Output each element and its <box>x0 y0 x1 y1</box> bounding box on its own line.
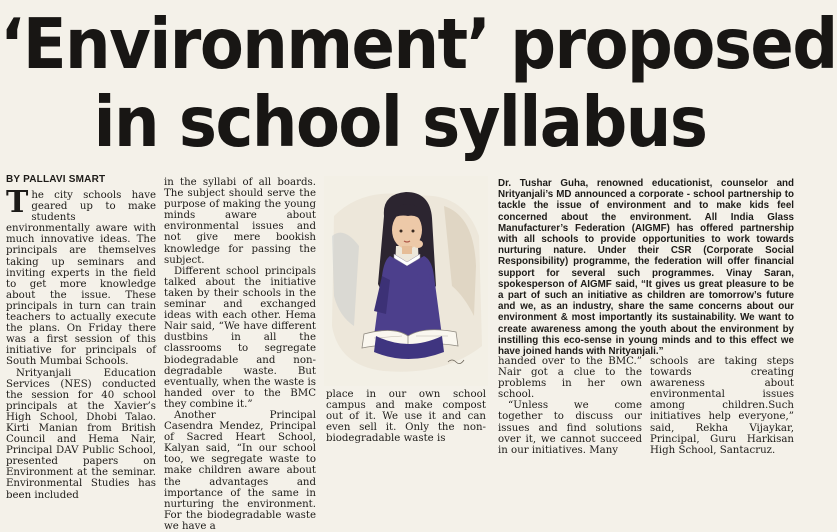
article-column-5 <box>650 356 794 456</box>
byline: BY PALLAVI SMART <box>6 174 106 185</box>
col2-paragraph-2: Different school principals talked about the initiative taken by their schools in the seminar and exchanged ideas with each other. Hema Nair said, “We have different dustbins in all the classrooms to segregate biodegradable and non-degradable waste. But eventually, when the waste is handed over to the BMC they combine it.” <box>164 265 316 410</box>
col2-paragraph-1: in the syllabi of all boards. The subject should serve the purpose of making the young minds aware about environmental issues and not give mere bookish knowledge for passing the subject. <box>164 177 316 266</box>
bold-paragraph: Dr. Tushar Guha, renowned educationist, counselor and Nrityanjali’s MD announced a corporate - school partnership to tackle the issue of environment and to make kids feel concerned about the environment. All India Glass Manufacturer’s Federation (AIGMF) has offered partnership with all schools to provide opportunities to work towards nurturing nature. Under their CSR (Corporate Social Responsibility) programme, the federation will offer financial support for several such programmes. Vinay Saran, spokesperson of AIGMF said, “It gives us great pleasure to be a part of such an initiative as children are tomorrow’s future and we, as an industry, share the same concerns about our environment & most importantly its sustainability. We want to create awareness among the youth about the environment by instilling this eco-sense in young minds and to this effect we have joined hands with Nrityanjali.” <box>498 178 794 358</box>
col1-paragraph-1: he city schools have geared up to make students environmentally aware with much innovative ideas. The principals are themselves taking up seminars and inviting experts in the field to get more knowledge about the issue. These principals in turn can train teachers to actually execute the plans. On Friday there was a first session of this initiative for principals of South Mumbai Schools. <box>6 190 156 368</box>
col4-paragraph-2: “Unless we come together to discuss our issues and find solutions over it, we cannot succeed in our initiatives. Many <box>498 400 642 456</box>
girl-reading-drawing <box>324 176 488 386</box>
corporate-partnership-block <box>498 178 794 358</box>
col1-paragraph-2: Nrityanjali Education Services (NES) conducted the session for 40 school principals at the Xavier’s High School, Dhobi Talao. Kirti Manian from British Council and Hema Nair, Principal DAV Public School, presented papers on Environment at the seminar. Environmental Studies has been included <box>6 367 156 501</box>
col2-paragraph-3: Another Principal Casendra Mendez, Principal of Sacred Heart School, Kalyan said, “In our school too, we segregate waste to make children aware about the advantages and importance of the same in nurturing the environment. For the biodegradable waste we have a <box>164 409 316 532</box>
article-column-2 <box>164 177 316 532</box>
col3-paragraph-1: place in our own school campus and make compost out of it. We use it and can even sell it. Only the non-biodegradable waste is <box>326 389 486 445</box>
article-column-4 <box>498 356 642 456</box>
article-column-3 <box>326 389 486 445</box>
illustration-girl-reading <box>324 176 488 386</box>
headline-line-1: ‘Environment’ proposed <box>0 5 837 86</box>
headline <box>0 0 837 175</box>
drop-cap: T <box>6 185 29 220</box>
col5-paragraph-1: schools are taking steps towards creating awareness about environmental issues among children.Such initiatives help everyone,” said, Rekha Vijaykar, Principal, Guru Harkisan High School, Santacruz. <box>650 356 794 456</box>
col4-paragraph-1: handed over to the BMC.” Nair got a clue to the problems in her own school. <box>498 356 642 401</box>
article-column-1 <box>6 185 156 501</box>
headline-line-2: in school syllabus <box>93 83 707 164</box>
